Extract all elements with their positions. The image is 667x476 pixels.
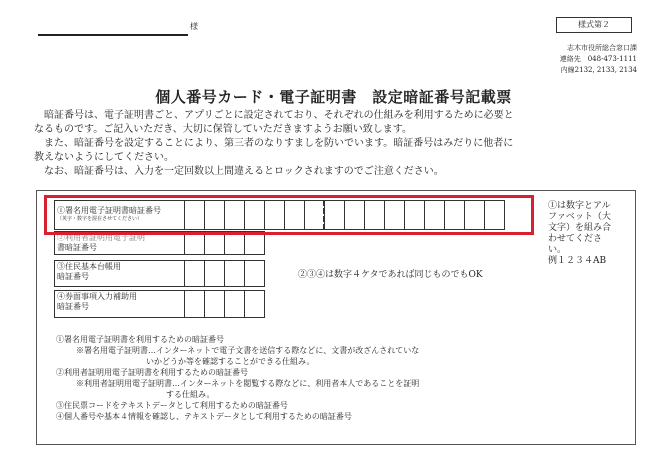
- explanation-line: ※利用者証明用電子証明書…インターネットを閲覧する際などに、利用者本人であることを証明: [76, 379, 420, 388]
- explanation-line: ※署名用電子証明書…インターネットで電子文書を送信する際などに、文書が改ざんされていな: [76, 346, 420, 355]
- page-title: 個人番号カード・電子証明書 設定暗証番号記載票: [155, 88, 512, 106]
- row-label-line2: 暗証番号: [57, 302, 89, 311]
- explanation-line: ②利用者証明用電子証明書を利用するための暗証番号: [56, 368, 248, 377]
- explanations: [56, 334, 616, 422]
- row-label-line2: 暗証番号: [57, 272, 89, 281]
- pin-cell[interactable]: [224, 260, 245, 287]
- office-phone: 連絡先 048-473-1111: [559, 55, 637, 63]
- intro-line: なお、暗証番号は、入力を一定回数以上間違えるとロックされますのでご注意ください。: [44, 166, 444, 177]
- row-label-line2: 書暗証番号: [57, 243, 97, 252]
- intro-line: 教えないようにしてください。: [34, 152, 174, 163]
- same-pin-note: ②③④は数字４ケタであれば同じものでもOK: [298, 270, 483, 280]
- row-label: ①署名用電子証明書暗証番号: [57, 206, 161, 215]
- note-line: 例１２３４AB: [548, 256, 607, 266]
- explanation-line: ④個人番号や基本４情報を確認し、テキストデータとして利用するための暗証番号: [56, 412, 352, 421]
- form-number-box: 様式第２: [556, 17, 632, 33]
- row-label: ④券面事項入力補助用: [57, 292, 137, 301]
- note-line: わせてくださ: [548, 234, 603, 244]
- pin-cell[interactable]: [224, 290, 245, 318]
- office-contact: [560, 43, 637, 76]
- highlight-box: [44, 195, 534, 235]
- explanation-line: ①署名用電子証明書を利用するための暗証番号: [56, 335, 224, 344]
- resident-registry-pin-label: [54, 260, 185, 287]
- office-name: 志木市役所総合窓口課: [567, 44, 637, 52]
- explanation-line: ③住民票コードをテキストデータとして利用するための暗証番号: [56, 401, 288, 410]
- pin-format-note: [548, 201, 630, 267]
- office-extension: 内線2132, 2133, 2134: [560, 66, 637, 74]
- pin-cell[interactable]: [184, 260, 205, 287]
- note-line: ファベット（大: [548, 212, 611, 222]
- pin-cell[interactable]: [204, 290, 225, 318]
- intro-text: [34, 109, 640, 179]
- pin-cell[interactable]: [244, 260, 265, 287]
- row-label: ③住民基本台帳用: [57, 262, 121, 271]
- resident-registry-pin-cells: [185, 260, 265, 287]
- pin-cell[interactable]: [184, 290, 205, 318]
- row-label: ②利用者証明用電子証明: [57, 233, 145, 242]
- intro-line: なるものです。ご記入いただき、大切に保管していただきますようお願い致します。: [34, 124, 412, 135]
- card-info-input-pin-cells: [185, 290, 265, 318]
- pin-cell[interactable]: [244, 290, 265, 318]
- honorific-sama: 様: [190, 22, 198, 31]
- pin-cell[interactable]: [204, 260, 225, 287]
- note-line: ①は数字とアル: [548, 201, 611, 211]
- card-info-input-pin-label: [54, 290, 185, 318]
- row-sublabel: （英字・数字を混在させてください）: [57, 216, 143, 222]
- explanation-line: する仕組み。: [166, 390, 215, 399]
- intro-line: 暗証番号は、電子証明書ごと、アプリごとに設定されており、それぞれの仕組みを利用するために必要と: [44, 110, 514, 121]
- note-line: い。: [548, 245, 567, 255]
- intro-line: また、暗証番号を設定することにより、第三者のなりすましを防いでいます。暗証番号はみだりに他者に: [44, 138, 514, 149]
- note-line: 文字）を組み合: [548, 223, 612, 233]
- recipient-name-line: [38, 34, 188, 36]
- explanation-line: いかどうか等を確認することができる仕組み。: [146, 357, 315, 366]
